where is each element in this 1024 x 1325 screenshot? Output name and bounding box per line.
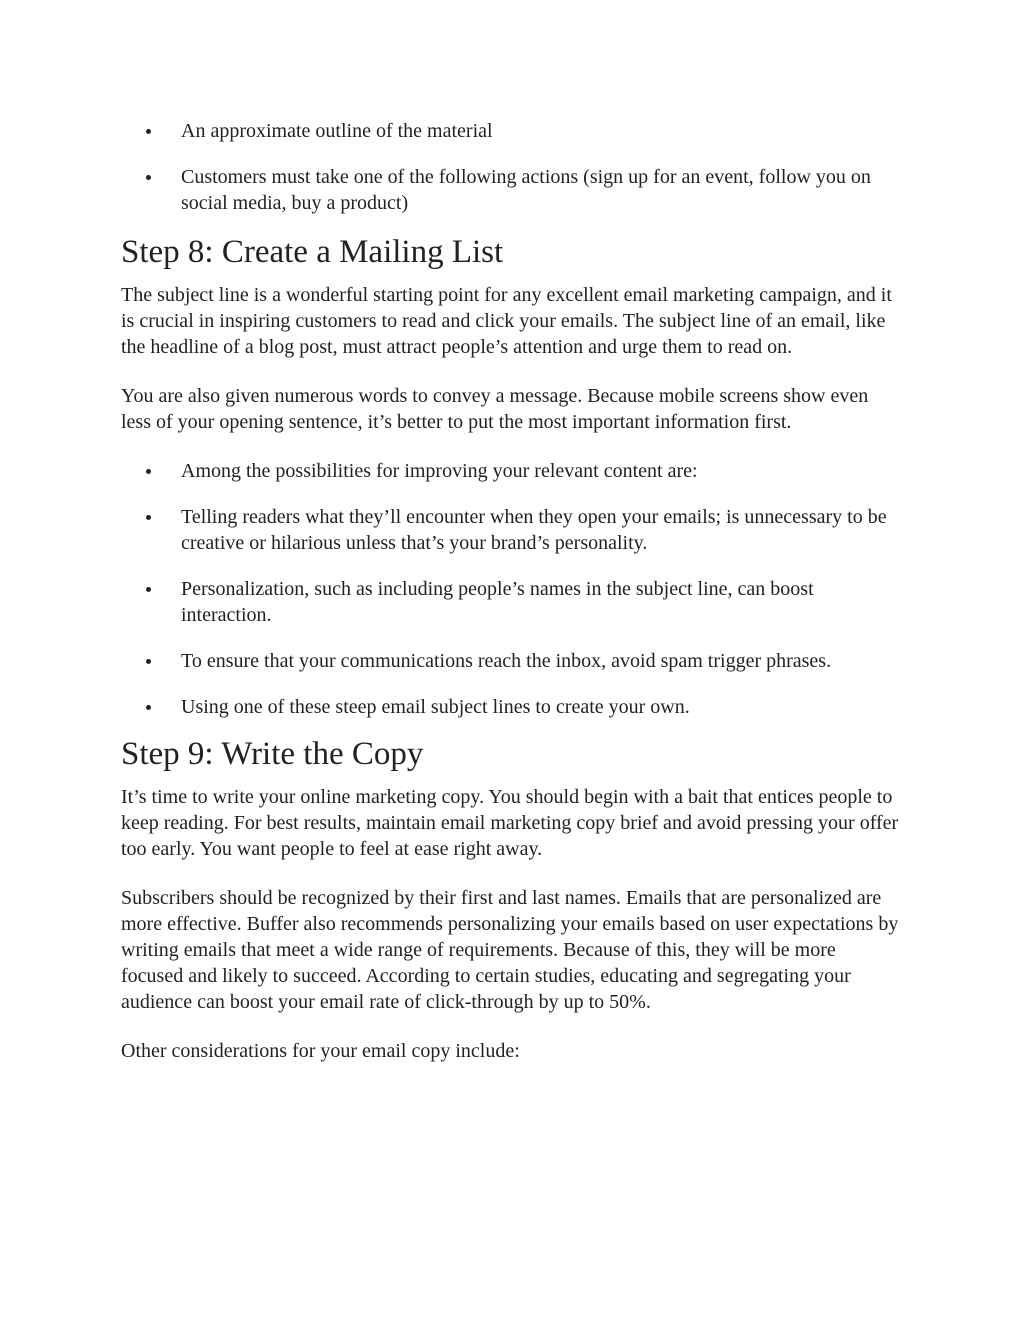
bullet-dot-icon [146, 705, 151, 710]
section-heading-step8: Step 8: Create a Mailing List [121, 234, 504, 270]
list-item-text: Customers must take one of the following actions (sign up for an event, follow you on social media, buy a product) [181, 166, 871, 214]
bullet-dot-icon [146, 469, 151, 474]
bullet-dot-icon [146, 515, 151, 520]
list-item [121, 576, 901, 628]
section-heading-step9: Step 9: Write the Copy [121, 736, 424, 772]
list-item-text: Using one of these steep email subject lines to create your own. [181, 696, 690, 718]
list-item [121, 648, 901, 674]
bullet-dot-icon [146, 587, 151, 592]
list-item-text: To ensure that your communications reach the inbox, avoid spam trigger phrases. [181, 650, 832, 672]
list-item-text: Among the possibilities for improving your relevant content are: [181, 460, 698, 482]
paragraph: The subject line is a wonderful starting point for any excellent email marketing campaign, and it is crucial in inspiring customers to read and click your emails. The subject line of an email, like the headline of a blog post, must attract people’s attention and urge them to read on. [121, 284, 892, 358]
list-item [121, 694, 901, 720]
list-item [121, 504, 901, 556]
paragraph: Other considerations for your email copy include: [121, 1040, 520, 1062]
list-item [121, 164, 901, 216]
list-item-text: Telling readers what they’ll encounter when they open your emails; is unnecessary to be creative or hilarious unless that’s your brand’s personality. [181, 506, 887, 554]
list-item [121, 118, 901, 144]
bullet-dot-icon [146, 129, 151, 134]
paragraph: Subscribers should be recognized by their first and last names. Emails that are personalized are more effective. Buffer also recommends personalizing your emails based on user expectations by writing emails that meet a wide range of requirements. Because of this, they will be more focused and likely to succeed. According to certain studies, educating and segregating your audience can boost your email rate of click-through by up to 50%. [121, 887, 899, 1013]
document-page [121, 118, 901, 1087]
paragraph: It’s time to write your online marketing copy. You should begin with a bait that entices people to keep reading. For best results, maintain email marketing copy brief and avoid pressing your offer too early. You want people to feel at ease right away. [121, 786, 899, 860]
paragraph: You are also given numerous words to convey a message. Because mobile screens show even less of your opening sentence, it’s better to put the most important information first. [121, 385, 869, 433]
bullet-list-top [121, 118, 901, 216]
list-item-text: An approximate outline of the material [181, 120, 493, 142]
list-item-text: Personalization, such as including people’s names in the subject line, can boost interaction. [181, 578, 814, 626]
bullet-dot-icon [146, 659, 151, 664]
list-item [121, 458, 901, 484]
bullet-list-step8 [121, 458, 901, 720]
bullet-dot-icon [146, 175, 151, 180]
